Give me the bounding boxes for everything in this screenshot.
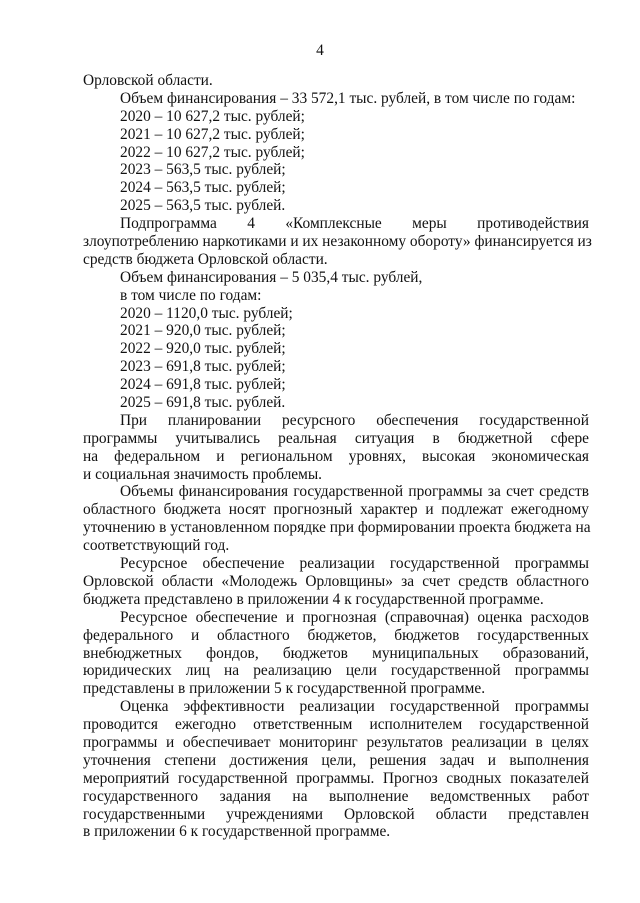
text-line: При планировании ресурсного обеспечения государственной <box>120 411 589 429</box>
text-line: Оценка эффективности реализации государственной программы <box>120 698 589 716</box>
text-line: Объем финансирования – 5 035,4 тыс. рублей, <box>120 268 423 286</box>
text-line: мероприятий государственной программы. Прогноз сводных показателей <box>83 769 589 787</box>
text-line: и социальная значимость проблемы. <box>83 465 323 483</box>
text-line: 2022 – 10 627,2 тыс. рублей; <box>120 143 305 161</box>
text-line: Ресурсное обеспечение реализации государственной программы <box>120 555 589 573</box>
text-line: Объем финансирования – 33 572,1 тыс. рублей, в том числе по годам: <box>120 89 576 107</box>
text-line: Ресурсное обеспечение и прогнозная (справочная) оценка расходов <box>120 608 589 626</box>
text-line: программы учитывались реальная ситуация в бюджетной сфере <box>83 429 589 447</box>
text-line: юридических лиц на реализацию цели государственной программы <box>83 662 589 680</box>
text-line: бюджета представлено в приложении 4 к государственной программе. <box>83 590 544 608</box>
text-line: Орловской области «Молодежь Орловщины» за счет средств областного <box>83 572 589 590</box>
text-line: 2020 – 1120,0 тыс. рублей; <box>120 304 293 322</box>
text-line: уточнению в установленном порядке при формировании проекта бюджета на <box>83 519 591 537</box>
text-line: на федеральном и региональном уровнях, высокая экономическая <box>83 447 589 465</box>
text-line: внебюджетных фондов, бюджетов муниципальных образований, <box>83 644 589 662</box>
text-line: 2021 – 10 627,2 тыс. рублей; <box>120 125 305 143</box>
text-line: в том числе по годам: <box>120 286 262 304</box>
text-line: 2024 – 563,5 тыс. рублей; <box>120 179 286 197</box>
text-line: 2021 – 920,0 тыс. рублей; <box>120 322 286 340</box>
text-line: 2025 – 563,5 тыс. рублей. <box>120 197 286 215</box>
text-line: соответствующий год. <box>83 537 230 555</box>
text-line: Объемы финансирования государственной программы за счет средств <box>120 483 589 501</box>
text-line: злоупотреблению наркотиками и их незаконному обороту» финансируется из <box>83 233 592 251</box>
text-line: представлены в приложении 5 к государственной программе. <box>83 680 486 698</box>
text-line: государственного задания на выполнение ведомственных работ <box>83 787 589 805</box>
text-line: 2020 – 10 627,2 тыс. рублей; <box>120 107 305 125</box>
text-line: в приложении 6 к государственной программе. <box>83 823 391 841</box>
text-line: проводится ежегодно ответственным исполнителем государственной <box>83 716 589 734</box>
text-line: Подпрограмма 4 «Комплексные меры противодействия <box>120 215 589 233</box>
text-line: федерального и областного бюджетов, бюджетов государственных <box>83 626 589 644</box>
document-body <box>83 72 592 841</box>
text-line: Орловской области. <box>83 72 213 89</box>
text-line: 2024 – 691,8 тыс. рублей; <box>120 376 286 394</box>
text-line: 2023 – 563,5 тыс. рублей; <box>120 161 286 179</box>
text-line: программы и обеспечивает мониторинг результатов реализации в целях <box>83 733 589 751</box>
text-line: средств бюджета Орловской области. <box>83 250 328 268</box>
page-number: 4 <box>316 42 324 59</box>
text-line: областного бюджета носят прогнозный характер и подлежат ежегодному <box>83 501 589 519</box>
text-line: 2025 – 691,8 тыс. рублей. <box>120 394 286 412</box>
text-line: уточнения степени достижения цели, решения задач и выполнения <box>83 751 589 769</box>
text-line: государственными учреждениями Орловской области представлен <box>83 805 589 823</box>
text-line: 2022 – 920,0 тыс. рублей; <box>120 340 286 358</box>
text-line: 2023 – 691,8 тыс. рублей; <box>120 358 286 376</box>
